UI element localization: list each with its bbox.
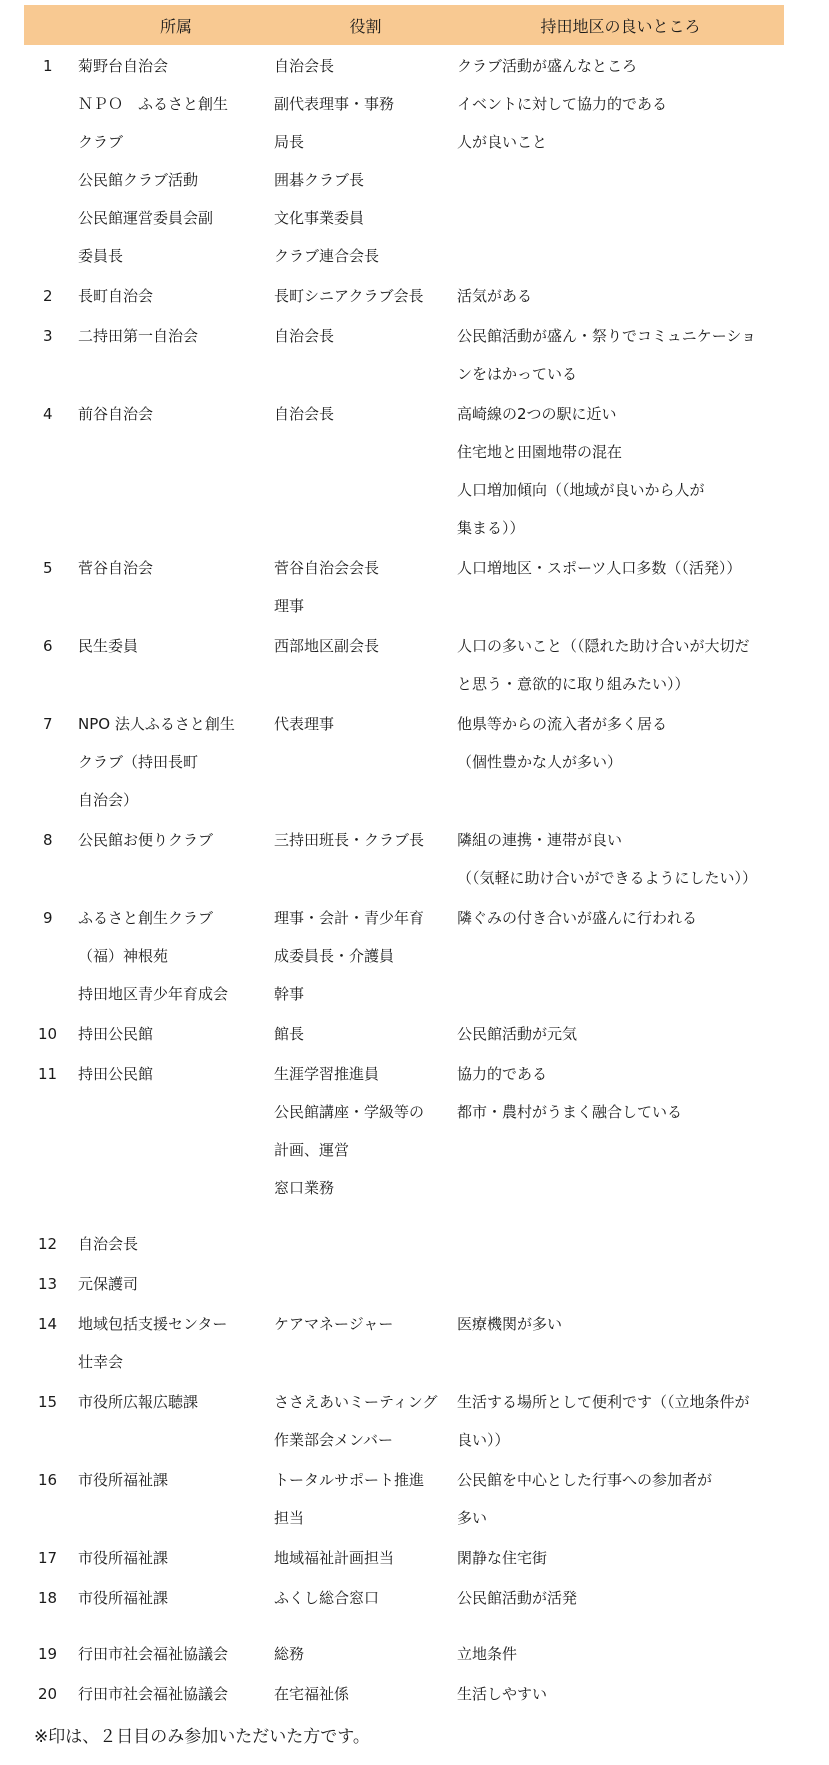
good-points-line: ンをはかっている	[457, 365, 578, 383]
affiliation-cell	[78, 547, 274, 625]
role-cell	[274, 625, 457, 703]
role-line: 囲碁クラブ長	[274, 171, 365, 189]
table-row	[24, 1673, 784, 1713]
affiliation-line: 菅谷自治会	[78, 559, 154, 577]
good-points-line: （（気軽に助け合いができるようにしたい））	[457, 869, 758, 887]
role-line: 公民館講座・学級等の	[274, 1103, 425, 1121]
good-points-cell	[457, 1263, 784, 1303]
role-line: 代表理事	[274, 715, 335, 733]
affiliation-cell	[78, 1459, 274, 1537]
affiliation-cell	[78, 1617, 274, 1673]
affiliation-line: 長町自治会	[78, 287, 154, 305]
row-number: 13	[38, 1275, 58, 1293]
role-line: ふくし総合窓口	[274, 1589, 380, 1607]
header-role: 役割	[274, 5, 457, 45]
role-line: 自治会長	[274, 57, 335, 75]
role-line: 文化事業委員	[274, 209, 365, 227]
table-row	[24, 315, 784, 393]
role-cell	[274, 897, 457, 1013]
role-cell	[274, 1617, 457, 1673]
affiliation-line: 元保護司	[78, 1275, 139, 1293]
role-line: 窓口業務	[274, 1179, 335, 1197]
good-points-cell	[457, 703, 784, 819]
good-points-line: 隣ぐみの付き合いが盛んに行われる	[457, 909, 698, 927]
good-points-cell	[457, 1617, 784, 1673]
good-points-cell	[457, 275, 784, 315]
row-number: 3	[43, 327, 53, 345]
affiliation-cell	[78, 1537, 274, 1577]
role-line: 館長	[274, 1025, 305, 1043]
good-points-line: 生活しやすい	[457, 1685, 548, 1703]
role-line: 担当	[274, 1509, 305, 1527]
role-cell	[274, 275, 457, 315]
affiliation-cell	[78, 703, 274, 819]
affiliation-cell	[78, 1263, 274, 1303]
footnote: ※印は、２日目のみ参加いただいた方です。	[34, 1727, 370, 1747]
good-points-line: 住宅地と田園地帯の混在	[457, 443, 623, 461]
table-row	[24, 819, 784, 897]
affiliation-line: NPO 法人ふるさと創生	[78, 715, 235, 733]
role-line: 副代表理事・事務	[274, 95, 395, 113]
affiliation-cell	[78, 625, 274, 703]
good-points-cell	[457, 1537, 784, 1577]
good-points-line: と思う・意欲的に取り組みたい））	[457, 675, 690, 693]
role-line: 作業部会メンバー	[274, 1431, 393, 1449]
affiliation-cell	[78, 275, 274, 315]
role-line: 菅谷自治会会長	[274, 559, 380, 577]
row-number: 12	[38, 1235, 58, 1253]
table-row	[24, 1053, 784, 1207]
role-cell	[274, 45, 457, 275]
row-number: 17	[38, 1549, 58, 1567]
good-points-cell	[457, 1303, 784, 1381]
affiliation-cell	[78, 1053, 274, 1207]
role-line: 自治会長	[274, 327, 335, 345]
role-cell	[274, 819, 457, 897]
affiliation-cell	[78, 1207, 274, 1263]
good-points-line: 公民館活動が元気	[457, 1025, 578, 1043]
role-line: ケアマネージャー	[274, 1315, 394, 1333]
role-cell	[274, 1013, 457, 1053]
good-points-line: 良い））	[457, 1431, 510, 1449]
affiliation-line: 自治会長	[78, 1235, 139, 1253]
row-number: 2	[43, 287, 53, 305]
good-points-cell	[457, 1013, 784, 1053]
affiliation-cell	[78, 1673, 274, 1713]
affiliation-line: 市役所福祉課	[78, 1589, 169, 1607]
good-points-cell	[457, 1381, 784, 1459]
affiliation-line: 持田公民館	[78, 1025, 154, 1043]
role-line: 局長	[274, 133, 305, 151]
affiliation-line: 行田市社会福祉協議会	[78, 1645, 229, 1663]
table-row	[24, 275, 784, 315]
good-points-cell	[457, 897, 784, 1013]
header-affiliation: 所属	[78, 5, 274, 45]
table-row	[24, 393, 784, 547]
good-points-cell	[457, 1053, 784, 1207]
good-points-line: 公民館を中心とした行事への参加者が	[457, 1471, 713, 1489]
role-line: 自治会長	[274, 405, 335, 423]
affiliation-cell	[78, 1303, 274, 1381]
good-points-cell	[457, 1207, 784, 1263]
table-row	[24, 1207, 784, 1263]
affiliation-line: 委員長	[78, 247, 124, 265]
affiliation-line: 公民館クラブ活動	[78, 171, 199, 189]
affiliation-cell	[78, 897, 274, 1013]
good-points-cell	[457, 547, 784, 625]
good-points-line: 人口の多いこと（（隠れた助け合いが大切だ	[457, 637, 750, 655]
role-cell	[274, 1381, 457, 1459]
affiliation-line: 公民館お便りクラブ	[78, 831, 214, 849]
table-row	[24, 703, 784, 819]
good-points-line: 公民館活動が活発	[457, 1589, 578, 1607]
role-line: 地域福祉計画担当	[274, 1549, 395, 1567]
role-cell	[274, 1303, 457, 1381]
role-cell	[274, 393, 457, 547]
role-cell	[274, 1537, 457, 1577]
table-row	[24, 1577, 784, 1617]
header-good-points: 持田地区の良いところ	[457, 5, 784, 45]
affiliation-line: 公民館運営委員会副	[78, 209, 214, 227]
affiliation-line: 民生委員	[78, 637, 139, 655]
good-points-line: 人口増地区・スポーツ人口多数（（活発））	[457, 559, 742, 577]
good-points-line: 多い	[457, 1509, 488, 1527]
role-cell	[274, 1053, 457, 1207]
good-points-line: 集まる））	[457, 519, 525, 537]
role-cell	[274, 1459, 457, 1537]
row-number: 15	[38, 1393, 58, 1411]
role-cell	[274, 1207, 457, 1263]
role-line: トータルサポート推進	[274, 1471, 425, 1489]
table-row	[24, 1381, 784, 1459]
affiliation-cell	[78, 1381, 274, 1459]
affiliation-line: 行田市社会福祉協議会	[78, 1685, 229, 1703]
row-number: 1	[43, 57, 53, 75]
affiliation-line: 前谷自治会	[78, 405, 154, 423]
good-points-cell	[457, 1577, 784, 1617]
row-number: 19	[38, 1645, 58, 1663]
role-cell	[274, 1673, 457, 1713]
role-line: 西部地区副会長	[274, 637, 380, 655]
role-line: 在宅福祉係	[274, 1685, 350, 1703]
row-number: 4	[43, 405, 53, 423]
role-cell	[274, 547, 457, 625]
good-points-line: 活気がある	[457, 287, 533, 305]
good-points-line: 協力的である	[457, 1065, 548, 1083]
affiliation-line: 菊野台自治会	[78, 57, 169, 75]
affiliation-cell	[78, 315, 274, 393]
affiliation-line: 持田地区青少年育成会	[78, 985, 229, 1003]
good-points-line: 都市・農村がうまく融合している	[457, 1103, 683, 1121]
affiliation-line: 市役所福祉課	[78, 1471, 169, 1489]
role-line: 成委員長・介護員	[274, 947, 395, 965]
good-points-cell	[457, 45, 784, 275]
good-points-line: （個性豊かな人が多い）	[457, 753, 623, 771]
row-number: 16	[38, 1471, 58, 1489]
table-row	[24, 547, 784, 625]
table-row	[24, 1537, 784, 1577]
affiliation-line: 二持田第一自治会	[78, 327, 199, 345]
role-line: 総務	[274, 1645, 305, 1663]
row-number: 9	[43, 909, 53, 927]
good-points-line: 医療機関が多い	[457, 1315, 563, 1333]
role-line: 三持田班長・クラブ長	[274, 831, 425, 849]
affiliation-cell	[78, 819, 274, 897]
role-line: クラブ連合会長	[274, 247, 380, 265]
affiliation-line: 壮幸会	[78, 1353, 124, 1371]
good-points-line: 人が良いこと	[457, 133, 548, 151]
row-number: 7	[43, 715, 53, 733]
good-points-line: 人口増加傾向（（地域が良いから人が	[457, 481, 705, 499]
role-cell	[274, 1263, 457, 1303]
table-row	[24, 1459, 784, 1537]
good-points-cell	[457, 315, 784, 393]
header-number	[24, 5, 78, 45]
affiliation-cell	[78, 393, 274, 547]
role-cell	[274, 315, 457, 393]
good-points-line: 他県等からの流入者が多く居る	[457, 715, 668, 733]
affiliation-cell	[78, 1577, 274, 1617]
affiliation-line: 市役所福祉課	[78, 1549, 169, 1567]
role-line: 理事・会計・青少年育	[274, 909, 425, 927]
table-body	[24, 45, 784, 1713]
row-number: 6	[43, 637, 53, 655]
participant-table-document	[24, 5, 784, 1713]
good-points-cell	[457, 1673, 784, 1713]
good-points-cell	[457, 625, 784, 703]
table-row	[24, 1263, 784, 1303]
role-line: 計画、運営	[274, 1141, 350, 1159]
role-line: 生涯学習推進員	[274, 1065, 380, 1083]
affiliation-line: 市役所広報広聴課	[78, 1393, 199, 1411]
role-cell	[274, 1577, 457, 1617]
table-row	[24, 1617, 784, 1673]
good-points-line: クラブ活動が盛んなところ	[457, 57, 638, 75]
good-points-line: 高崎線の2つの駅に近い	[457, 405, 617, 423]
affiliation-line: 持田公民館	[78, 1065, 154, 1083]
good-points-line: イベントに対して協力的である	[457, 95, 668, 113]
good-points-cell	[457, 1459, 784, 1537]
table-row	[24, 1303, 784, 1381]
row-number: 18	[38, 1589, 58, 1607]
affiliation-line: クラブ	[78, 133, 124, 151]
table-row	[24, 625, 784, 703]
good-points-cell	[457, 819, 784, 897]
affiliation-line: 地域包括支援センター	[78, 1315, 228, 1333]
table-row	[24, 1013, 784, 1053]
good-points-line: 隣組の連携・連帯が良い	[457, 831, 623, 849]
affiliation-line: 自治会）	[78, 791, 139, 809]
affiliation-cell	[78, 1013, 274, 1053]
affiliation-line: クラブ（持田長町	[78, 753, 199, 771]
table-row	[24, 45, 784, 275]
role-line: 理事	[274, 597, 305, 615]
role-line: 長町シニアクラブ会長	[274, 287, 424, 305]
affiliation-line: （福）神根苑	[78, 947, 169, 965]
good-points-line: 閑静な住宅街	[457, 1549, 548, 1567]
role-cell	[274, 703, 457, 819]
affiliation-line: ＮＰＯ ふるさと創生	[78, 95, 229, 113]
role-line: ささえあいミーティング	[274, 1393, 438, 1411]
affiliation-cell	[78, 45, 274, 275]
good-points-line: 生活する場所として便利です（（立地条件が	[457, 1393, 750, 1411]
row-number: 11	[38, 1065, 58, 1083]
row-number: 5	[43, 559, 53, 577]
good-points-cell	[457, 393, 784, 547]
table-row	[24, 897, 784, 1013]
affiliation-line: ふるさと創生クラブ	[78, 909, 214, 927]
good-points-line: 立地条件	[457, 1645, 518, 1663]
table-header-row	[24, 5, 784, 45]
row-number: 20	[38, 1685, 58, 1703]
row-number: 10	[38, 1025, 58, 1043]
row-number: 8	[43, 831, 53, 849]
participant-table	[24, 5, 784, 1713]
good-points-line: 公民館活動が盛ん・祭りでコミュニケーショ	[457, 327, 757, 345]
role-line: 幹事	[274, 985, 305, 1003]
row-number: 14	[38, 1315, 58, 1333]
